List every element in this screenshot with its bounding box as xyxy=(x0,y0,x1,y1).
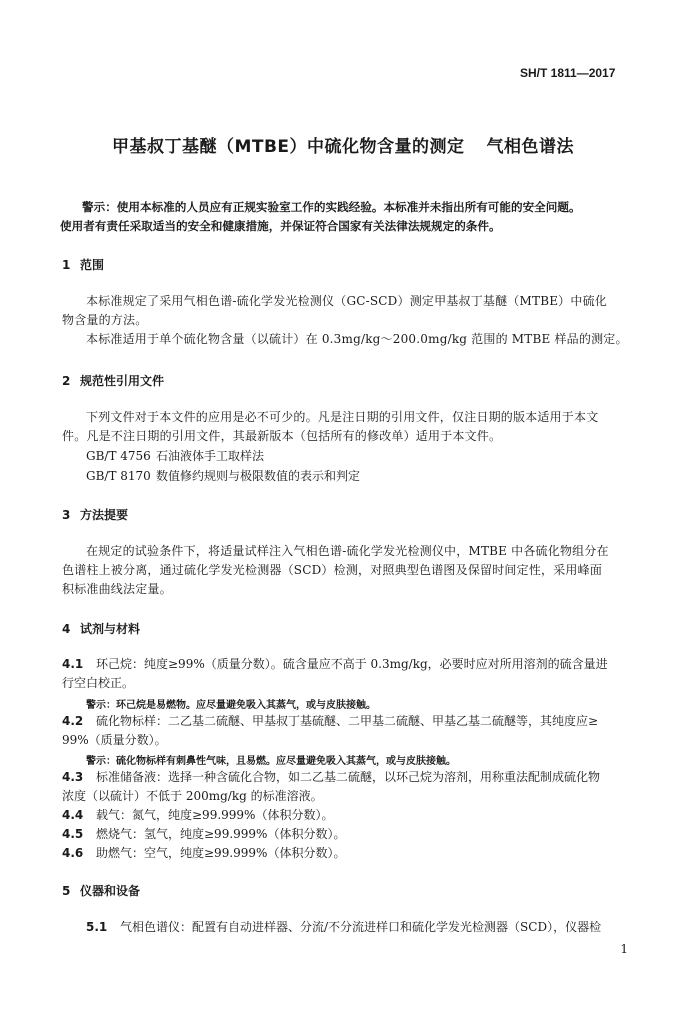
paragraph-line: 在规定的试验条件下，将适量试样注入气相色谱-硫化学发光检测仪中，MTBE 中各硫化物组分在 xyxy=(86,544,609,558)
page-number: 1 xyxy=(620,942,628,956)
section-3-heading: 3 方法提要 xyxy=(62,508,129,522)
paragraph-line: 物含量的方法。 xyxy=(62,313,148,327)
paragraph-line: 本标准适用于单个硫化物含量（以硫计）在 0.3mg/kg～200.0mg/kg 范围的 MTBE 样品的测定。 xyxy=(86,332,628,346)
safety-note: 警示：硫化物标样有刺鼻性气味，且易燃。应尽量避免吸入其蒸气，或与皮肤接触。 xyxy=(86,756,456,767)
section-2-heading: 2 规范性引用文件 xyxy=(62,374,165,388)
title-main: 甲基叔丁基醚（MTBE）中硫化物含量的测定 xyxy=(111,137,465,157)
section-5-heading: 5 仪器和设备 xyxy=(62,884,141,898)
section-4-heading: 4 试剂与材料 xyxy=(62,622,141,636)
clause-continuation: 99%（质量分数）。 xyxy=(62,733,167,747)
clause-4-1: 4.1 环己烷：纯度≥99%（质量分数）。硫含量应不高于 0.3mg/kg，必要时应对所用溶剂的硫含量进 xyxy=(62,657,608,671)
clause-4-3: 4.3 标准储备液：选择一种含硫化合物，如二乙基二硫醚，以环己烷为溶剂，用称重法配制成硫化物 xyxy=(62,770,601,784)
title-method: 气相色谱法 xyxy=(486,137,575,157)
safety-note: 警示：环己烷是易燃物。应尽量避免吸入其蒸气，或与皮肤接触。 xyxy=(86,700,376,711)
warning-line-1: 警示：使用本标准的人员应有正规实验室工作的实践经验。本标准并未指出所有可能的安全问题。 xyxy=(82,200,581,214)
standard-code: SH/T 1811—2017 xyxy=(520,66,616,80)
clause-5-1: 5.1 气相色谱仪：配置有自动进样器、分流/不分流进样口和硫化学发光检测器（SCD），仪器检 xyxy=(86,920,602,934)
paragraph-line: 色谱柱上被分离，通过硫化学发光检测器（SCD）检测，对照典型色谱图及保留时间定性，采用峰面 xyxy=(62,563,603,577)
clause-4-6: 4.6 助燃气：空气，纯度≥99.999%（体积分数）。 xyxy=(62,846,346,860)
clause-continuation: 行空白校正。 xyxy=(62,676,135,690)
clause-continuation: 浓度（以硫计）不低于 200mg/kg 的标准溶液。 xyxy=(62,789,323,803)
clause-4-4: 4.4 载气：氮气，纯度≥99.999%（体积分数）。 xyxy=(62,808,334,822)
normative-reference: GB/T 8170 数值修约规则与极限数值的表示和判定 xyxy=(86,469,361,483)
paragraph-line: 积标准曲线法定量。 xyxy=(62,582,172,596)
paragraph-line: 下列文件对于本文件的应用是必不可少的。凡是注日期的引用文件，仅注日期的版本适用于本文 xyxy=(86,410,599,424)
clause-4-5: 4.5 燃烧气：氢气，纯度≥99.999%（体积分数）。 xyxy=(62,827,346,841)
paragraph-line: 件。凡是不注日期的引用文件，其最新版本（包括所有的修改单）适用于本文件。 xyxy=(62,429,502,443)
document-title xyxy=(0,132,686,157)
paragraph-line: 本标准规定了采用气相色谱-硫化学发光检测仪（GC-SCD）测定甲基叔丁基醚（MTBE）中硫化 xyxy=(86,294,607,308)
clause-4-2: 4.2 硫化物标样：二乙基二硫醚、甲基叔丁基硫醚、二甲基二硫醚、甲基乙基二硫醚等，其纯度应≥ xyxy=(62,714,599,728)
normative-reference: GB/T 4756 石油液体手工取样法 xyxy=(86,449,265,463)
section-1-heading: 1 范围 xyxy=(62,258,105,272)
warning-line-2: 使用者有责任采取适当的安全和健康措施，并保证符合国家有关法律法规规定的条件。 xyxy=(60,219,501,233)
